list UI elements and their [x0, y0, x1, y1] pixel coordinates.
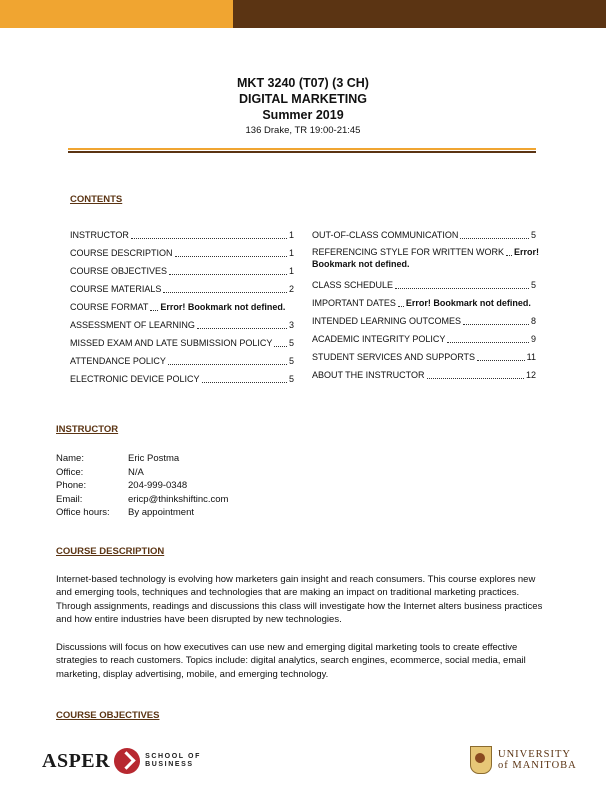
toc-leader [427, 378, 524, 379]
toc-entry[interactable] [70, 331, 294, 349]
toc-leader [169, 274, 287, 275]
toc-entry[interactable] [70, 295, 294, 313]
toc-label: ELECTRONIC DEVICE POLICY [70, 374, 200, 384]
toc-entry[interactable] [312, 363, 536, 381]
toc-label: INTENDED LEARNING OUTCOMES [312, 316, 462, 326]
info-key: Email: [56, 493, 83, 505]
top-bar-brown [233, 0, 606, 28]
um-crest-icon [470, 746, 492, 774]
um-line-2: of MANITOBA [498, 760, 577, 771]
toc-page: 5 [288, 338, 294, 348]
asper-wordmark: ASPER [42, 749, 111, 772]
toc-entry[interactable] [70, 367, 294, 385]
toc-label: MISSED EXAM AND LATE SUBMISSION POLICY [70, 338, 273, 348]
toc-page: 8 [530, 316, 536, 326]
course-objectives-heading: COURSE OBJECTIVES [56, 710, 160, 721]
toc-entry[interactable] [312, 291, 536, 309]
toc-label: ASSESSMENT OF LEARNING [70, 320, 195, 330]
asper-logo [42, 748, 201, 774]
course-code: MKT 3240 (T07) (3 CH) [237, 76, 369, 90]
course-description-paragraph-2: Discussions will focus on how executives can use new and emerging digital marketing tools to create effective strategies to reach customers. Topics include: digital analytics, search engines, ecommerce, social media, email marketing, display advertising, mobile, and emerging technology. [56, 642, 526, 680]
toc-page: 1 [288, 230, 294, 240]
toc-page: 5 [530, 230, 536, 240]
toc-leader [175, 256, 287, 257]
toc-leader [398, 306, 404, 307]
toc-leader [395, 288, 529, 289]
toc-entry-wrapped[interactable] [312, 245, 540, 276]
info-key: Office: [56, 466, 84, 478]
toc-label: ABOUT THE INSTRUCTOR [312, 370, 425, 380]
um-line-1: UNIVERSITY [498, 749, 571, 760]
toc-page: 11 [526, 352, 536, 362]
toc-leader [274, 346, 287, 347]
toc-leader [506, 255, 512, 256]
toc-page: 3 [288, 320, 294, 330]
toc-entry[interactable] [312, 345, 536, 363]
toc-page: 5 [530, 280, 536, 290]
toc-entry[interactable] [70, 241, 294, 259]
asper-chevron-icon [114, 748, 140, 774]
toc-page: 1 [288, 266, 294, 276]
info-row-office-hours [56, 506, 228, 520]
info-key: Name: [56, 453, 84, 464]
toc-entry[interactable] [70, 277, 294, 295]
toc-entry[interactable] [70, 313, 294, 331]
info-key: Office hours: [56, 507, 110, 518]
toc-page: 12 [525, 370, 536, 380]
toc-label: COURSE FORMAT [70, 302, 149, 312]
toc-page: 1 [288, 248, 294, 258]
instructor-heading: INSTRUCTOR [56, 424, 119, 435]
toc-error: Error! [514, 247, 540, 257]
toc-error: Error! Bookmark not defined. [160, 302, 286, 312]
info-value: N/A [128, 466, 144, 478]
asper-sub-line-2: BUSINESS [145, 761, 194, 768]
info-row-phone [56, 479, 228, 493]
course-name: DIGITAL MARKETING [238, 92, 367, 106]
info-row-email [56, 493, 228, 507]
title-block [0, 75, 606, 138]
instructor-info [56, 452, 228, 520]
toc-label: ACADEMIC INTEGRITY POLICY [312, 334, 446, 344]
toc-page: 5 [288, 374, 294, 384]
toc-label: COURSE DESCRIPTION [70, 248, 173, 258]
course-location-time: 136 Drake, TR 19:00-21:45 [245, 125, 361, 136]
info-key: Phone: [56, 480, 87, 491]
toc-leader [202, 382, 287, 383]
asper-sub-line-1: SCHOOL OF [145, 753, 201, 760]
university-of-manitoba-logo [470, 746, 577, 774]
email-link[interactable]: ericp@thinkshiftinc.com [128, 493, 229, 505]
toc-label: IMPORTANT DATES [312, 298, 396, 308]
toc-label: ATTENDANCE POLICY [70, 356, 166, 366]
toc-error-continued: Bookmark not defined. [312, 259, 410, 269]
toc-label: STUDENT SERVICES AND SUPPORTS [312, 352, 476, 362]
toc-leader [447, 342, 529, 343]
toc-leader [463, 324, 529, 325]
toc-page: 9 [530, 334, 536, 344]
info-value: By appointment [128, 507, 195, 518]
asper-subtitle [145, 753, 201, 769]
toc-page: 2 [288, 284, 294, 294]
toc-label: COURSE MATERIALS [70, 284, 162, 294]
toc-leader [460, 238, 529, 239]
top-bar-gold [0, 0, 233, 28]
toc-entry[interactable] [70, 223, 294, 241]
course-term: Summer 2019 [262, 108, 344, 122]
um-wordmark [498, 749, 577, 771]
toc-label: OUT-OF-CLASS COMMUNICATION [312, 230, 459, 240]
toc-error: Error! Bookmark not defined. [405, 298, 531, 308]
title-rule-gold [68, 148, 536, 150]
toc-entry[interactable] [312, 276, 536, 291]
course-description-heading: COURSE DESCRIPTION [56, 546, 165, 557]
info-row-office [56, 466, 228, 480]
toc-label: REFERENCING STYLE FOR WRITTEN WORK [312, 247, 505, 257]
toc-entry[interactable] [312, 327, 536, 345]
title-rule-brown [68, 151, 536, 153]
toc-leader [168, 364, 287, 365]
toc-entry[interactable] [312, 223, 536, 241]
toc-label: CLASS SCHEDULE [312, 280, 394, 290]
toc-entry[interactable] [312, 309, 536, 327]
toc-leader [197, 328, 287, 329]
toc-page: 5 [288, 356, 294, 366]
toc-right-column [312, 223, 540, 381]
toc-entry[interactable] [70, 259, 294, 277]
info-value: Eric Postma [128, 453, 180, 464]
toc-label: COURSE OBJECTIVES [70, 266, 168, 276]
toc-entry[interactable] [70, 349, 294, 367]
toc-leader [163, 292, 287, 293]
course-description-paragraph-1: Internet-based technology is evolving how marketers gain insight and reach consumers. This course explores new and emerging tools, techniques and technologies that are making an impact on traditional marketing practices. Through assignments, readings and discussions this class will investigate how the Internet alters business practices and how entire industries have been disrupted by new technologies. [56, 574, 543, 625]
toc-leader [477, 360, 525, 361]
toc-label: INSTRUCTOR [70, 230, 129, 240]
contents-heading: CONTENTS [70, 194, 123, 205]
info-row-name [56, 452, 228, 466]
toc-leader [150, 310, 158, 311]
top-color-bar [0, 0, 606, 28]
info-value: 204-999-0348 [128, 480, 188, 491]
toc-left-column [70, 223, 294, 385]
toc-leader [131, 238, 287, 239]
